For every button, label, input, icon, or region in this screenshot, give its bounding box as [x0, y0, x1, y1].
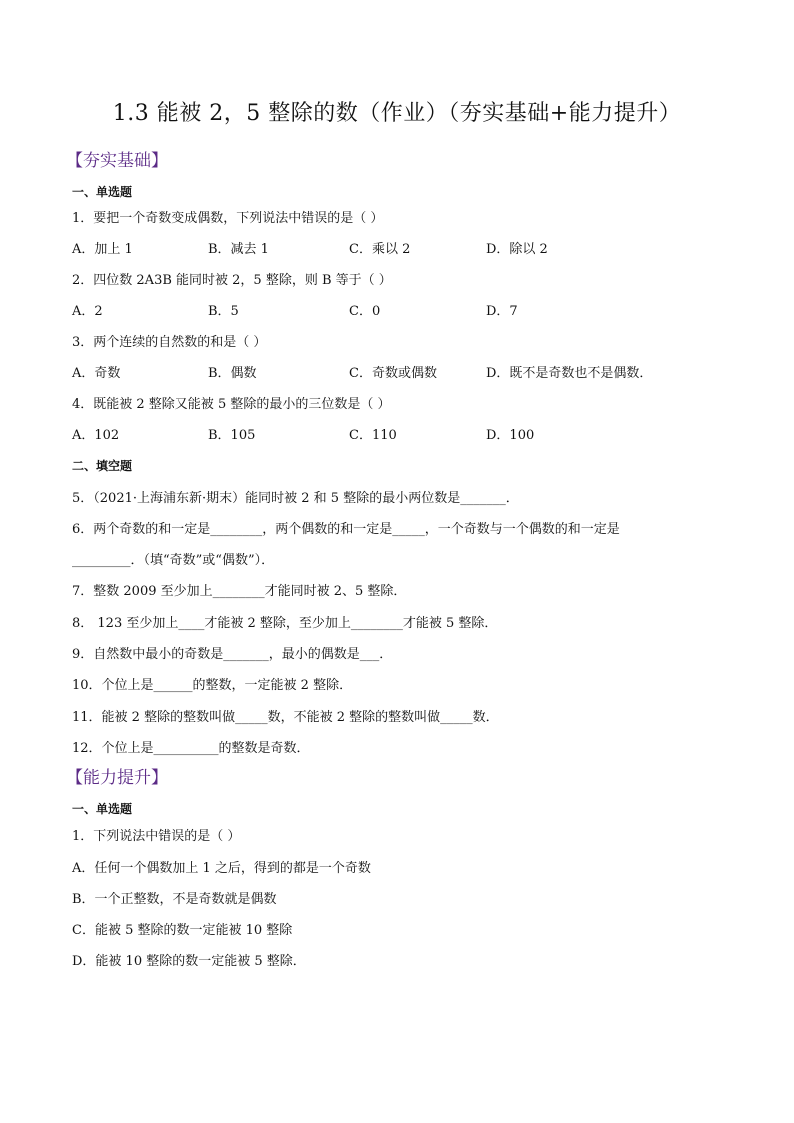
- question-4: 4．既能被 2 整除又能被 5 整除的最小的三位数是（ ）: [72, 397, 391, 412]
- fill-question-12: 12．个位上是__________的整数是奇数．: [72, 741, 310, 756]
- option-a: A．102: [72, 428, 120, 443]
- option-b: B．105: [208, 428, 256, 443]
- fill-question-7: 7．整数 2009 至少加上________才能同时被 2、5 整除．: [72, 584, 407, 599]
- heading-fill-in: 二、填空题: [72, 459, 133, 473]
- option-d: D．除以 2: [486, 242, 548, 257]
- section-label-basic: 【夯实基础】: [66, 151, 168, 171]
- fill-question-6-line1: 6．两个奇数的和一定是________，两个偶数的和一定是_____，一个奇数与一个偶数的和一定是: [72, 522, 620, 537]
- question-2: 2．四位数 2A3B 能同时被 2，5 整除，则 B 等于（ ）: [72, 273, 392, 288]
- heading-single-choice-2: 一、单选题: [72, 802, 133, 816]
- fill-question-10: 10．个位上是______的整数，一定能被 2 整除．: [72, 678, 353, 693]
- option-d: D．100: [486, 428, 535, 443]
- option-a: A．加上 1: [72, 242, 133, 257]
- advanced-option-c: C．能被 5 整除的数一定能被 10 整除: [72, 923, 293, 938]
- fill-question-11: 11．能被 2 整除的整数叫做_____数，不能被 2 整除的整数叫做_____数．: [72, 710, 499, 725]
- section-label-advanced: 【能力提升】: [66, 768, 168, 788]
- fill-question-5: 5．（2021·上海浦东新·期末）能同时被 2 和 5 整除的最小两位数是_______．: [72, 491, 519, 506]
- option-c: C．乘以 2: [349, 242, 411, 257]
- advanced-question-1: 1．下列说法中错误的是（ ）: [72, 829, 241, 844]
- question-1: 1．要把一个奇数变成偶数，下列说法中错误的是（ ）: [72, 211, 384, 226]
- option-a: A．2: [72, 304, 103, 319]
- option-d: D．7: [486, 304, 518, 319]
- advanced-option-a: A．任何一个偶数加上 1 之后，得到的都是一个奇数: [72, 861, 371, 876]
- option-c: C．110: [349, 428, 397, 443]
- question-3: 3．两个连续的自然数的和是（ ）: [72, 335, 267, 350]
- option-b: B．5: [208, 304, 239, 319]
- fill-question-9: 9．自然数中最小的奇数是_______，最小的偶数是___．: [72, 647, 393, 662]
- option-a: A．奇数: [72, 366, 121, 381]
- option-b: B．减去 1: [208, 242, 269, 257]
- fill-question-8: 8． 123 至少加上____才能被 2 整除，至少加上________才能被 5 整除．: [72, 616, 498, 631]
- option-c: C．奇数或偶数: [349, 366, 437, 381]
- fill-question-6-line2: _________．（填“奇数”或“偶数”）．: [72, 553, 275, 568]
- option-b: B．偶数: [208, 366, 257, 381]
- page-title: 1.3 能被 2，5 整除的数（作业）（夯实基础+能力提升）: [112, 101, 682, 126]
- advanced-option-d: D．能被 10 整除的数一定能被 5 整除．: [72, 954, 306, 969]
- heading-single-choice: 一、单选题: [72, 185, 133, 199]
- advanced-option-b: B．一个正整数，不是奇数就是偶数: [72, 892, 277, 907]
- option-c: C．0: [349, 304, 381, 319]
- option-d: D．既不是奇数也不是偶数．: [486, 366, 653, 381]
